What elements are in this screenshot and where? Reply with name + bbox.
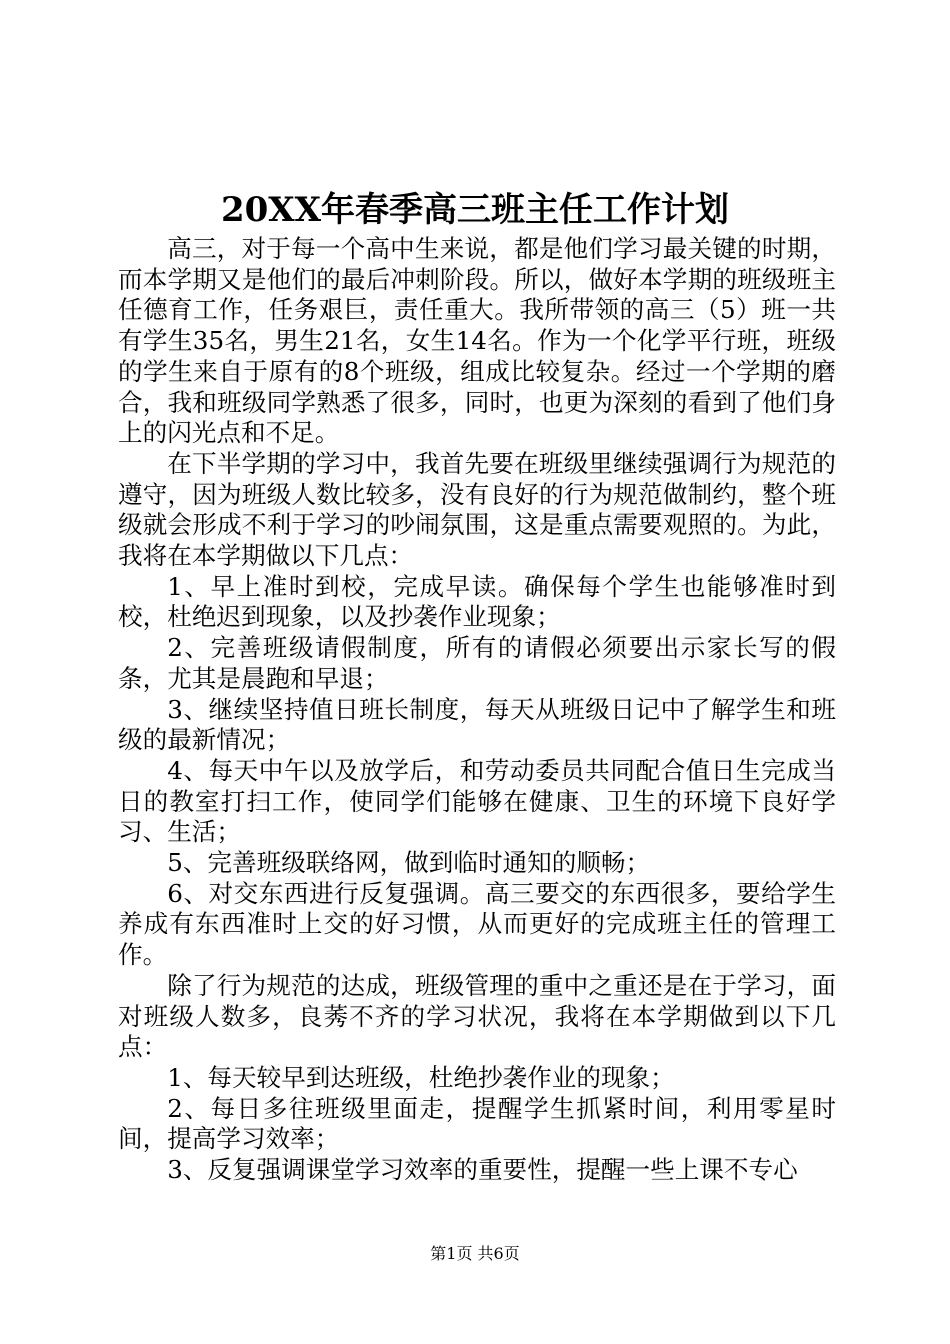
list-item: 3、继续坚持值日班长制度，每天从班级日记中了解学生和班级的最新情况； <box>118 694 836 755</box>
list-item: 1、每天较早到达班级，杜绝抄袭作业的现象； <box>167 1062 675 1092</box>
list-item: 4、每天中午以及放学后，和劳动委员共同配合值日生完成当日的教室打扫工作，使同学们能够在健康、卫生的环境下良好学习、生活； <box>118 755 836 847</box>
list-item: 5、完善班级联络网，做到临时通知的顺畅； <box>167 848 651 878</box>
list-item: 3、反复强调课堂学习效率的重要性，提醒一些上课不专心 <box>167 1155 798 1185</box>
paragraph: 高三，对于每一个高中生来说，都是他们学习最关键的时期，而本学期又是他们的最后冲刺阶段。所以，做好本学期的班级班主任德育工作，任务艰巨，责任重大。我所带领的高三（5）班一共有学生35名，男生21名，女生14名。作为一个化学平行班，班级的学生来自于原有的8个班级，组成比较复杂。经过一个学期的磨合，我和班级同学熟悉了很多，同时，也更为深刻的看到了他们身上的闪光点和不足。 <box>118 234 836 448</box>
document-body <box>118 234 836 1186</box>
list-item: 2、每日多往班级里面走，提醒学生抓紧时间，利用零星时间，提高学习效率； <box>118 1093 836 1154</box>
list-item: 6、对交东西进行反复强调。高三要交的东西很多，要给学生养成有东西准时上交的好习惯，从而更好的完成班主任的管理工作。 <box>118 878 836 970</box>
list-item: 2、完善班级请假制度，所有的请假必须要出示家长写的假条，尤其是晨跑和早退； <box>118 633 836 693</box>
paragraph: 除了行为规范的达成，班级管理的重中之重还是在于学习，面对班级人数多，良莠不齐的学习状况，我将在本学期做到以下几点： <box>118 970 836 1062</box>
page-number-footer: 第1页 共6页 <box>430 1244 520 1263</box>
list-item: 1、早上准时到校，完成早读。确保每个学生也能够准时到校，杜绝迟到现象，以及抄袭作业现象； <box>118 571 836 632</box>
document-title: 20XX年春季高三班主任工作计划 <box>220 190 730 230</box>
paragraph: 在下半学期的学习中，我首先要在班级里继续强调行为规范的遵守，因为班级人数比较多，没有良好的行为规范做制约，整个班级就会形成不利于学习的吵闹氛围，这是重点需要观照的。为此，我将在本学期做以下几点： <box>118 448 836 571</box>
